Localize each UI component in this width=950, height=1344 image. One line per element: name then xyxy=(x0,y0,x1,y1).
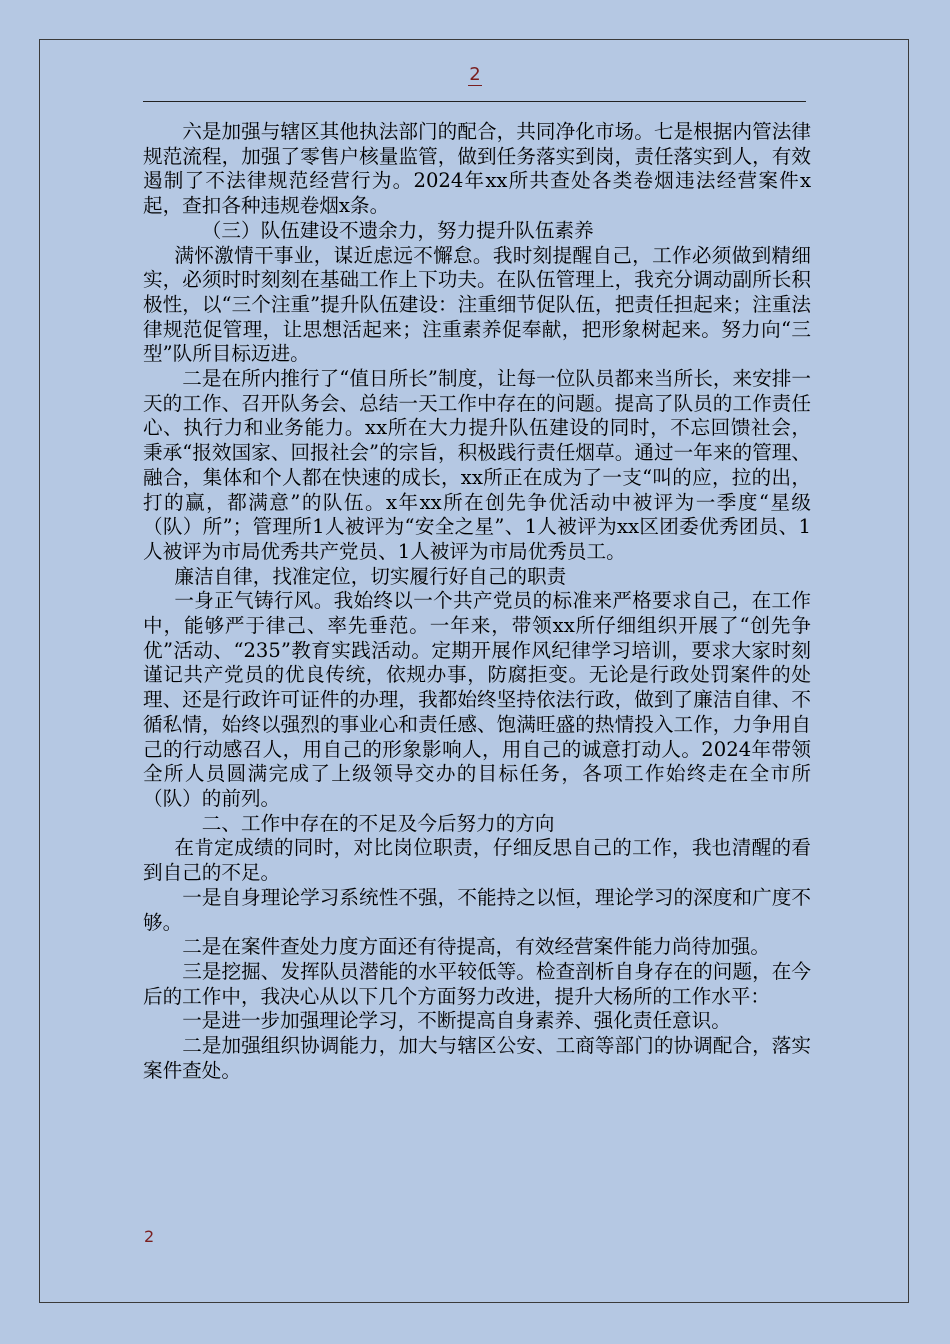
paragraph: 满怀激情干事业，谋近虑远不懈怠。我时刻提醒自己，工作必须做到精细实，必须时时刻刻在基础工作上下功夫。在队伍管理上，我充分调动副所长积极性，以“三个注重”提升队伍建设：注重细节促队伍，把责任担起来；注重法律规范促管理，让思想活起来；注重素养促奉献，把形象树起来。努力向“三型”队所目标迈进。 xyxy=(143,243,811,366)
section-heading: 二、工作中存在的不足及今后努力的方向 xyxy=(201,811,555,835)
paragraph: 一是进一步加强理论学习，不断提高自身素养、强化责任意识。 xyxy=(182,1009,731,1033)
paragraph: 二是加强组织协调能力，加大与辖区公安、工商等部门的协调配合，落实案件查处。 xyxy=(143,1034,811,1082)
paragraph: 在肯定成绩的同时，对比岗位职责，仔细反思自己的工作，我也清醒的看到自己的不足。 xyxy=(143,836,811,885)
page-number-bottom: 2 xyxy=(144,1227,155,1246)
paragraph: 二是在案件查处力度方面还有待提高，有效经营案件能力尚待加强。 xyxy=(182,935,770,959)
page-number-top xyxy=(0,64,950,85)
document-body xyxy=(143,120,811,1083)
page-number-top-text: 2 xyxy=(469,64,481,85)
paragraph: 一是自身理论学习系统性不强，不能持之以恒，理论学习的深度和广度不够。 xyxy=(143,885,811,934)
section-heading: 廉洁自律，找准定位，切实履行好自己的职责 xyxy=(174,564,567,588)
paragraph: 一身正气铸行风。我始终以一个共产党员的标准来严格要求自己，在工作中，能够严于律己、率先垂范。一年来，带领xx所仔细组织开展了“创先争优”活动、“235”教育实践活动。定期开展作风纪律学习培训，要求大家时刻谨记共产党员的优良传统，依规办事，防腐拒变。无论是行政处罚案件的处理、还是行政许可证件的办理，我都始终坚持依法行政，做到了廉洁自律、不循私情，始终以强烈的事业心和责任感、饱满旺盛的热情投入工作，力争用自己的行动感召人，用自己的形象影响人，用自己的诚意打动人。2024年带领全所人员圆满完成了上级领导交办的目标任务，各项工作始终走在全市所（队）的前列。 xyxy=(143,589,811,810)
paragraph: 六是加强与辖区其他执法部门的配合，共同净化市场。七是根据内管法律规范流程，加强了零售户核量监管，做到任务落实到岗，责任落实到人，有效遏制了不法律规范经营行为。2024年xx所共查处各类卷烟违法经营案件x起，查扣各种违规卷烟x条。 xyxy=(143,120,811,218)
paragraph: 三是挖掘、发挥队员潜能的水平较低等。检查剖析自身存在的问题，在今后的工作中，我决心从以下几个方面努力改进，提升大杨所的工作水平： xyxy=(143,959,811,1008)
header-rule xyxy=(143,101,806,102)
paragraph: 二是在所内推行了“值日所长”制度，让每一位队员都来当所长，来安排一天的工作、召开队务会、总结一天工作中存在的问题。提高了队员的工作责任心、执行力和业务能力。xx所在大力提升队伍建设的同时，不忘回馈社会，秉承“报效国家、回报社会”的宗旨，积极践行责任烟草。通过一年来的管理、融合，集体和个人都在快速的成长，xx所正在成为了一支“叫的应，拉的出，打的赢，都满意”的队伍。x年xx所在创先争优活动中被评为一季度“星级（队）所”；管理所1人被评为“安全之星”、1人被评为xx区团委优秀团员、1人被评为市局优秀共产党员、1人被评为市局优秀员工。 xyxy=(143,367,811,563)
section-heading: （三）队伍建设不遗余力，努力提升队伍素养 xyxy=(201,218,594,242)
